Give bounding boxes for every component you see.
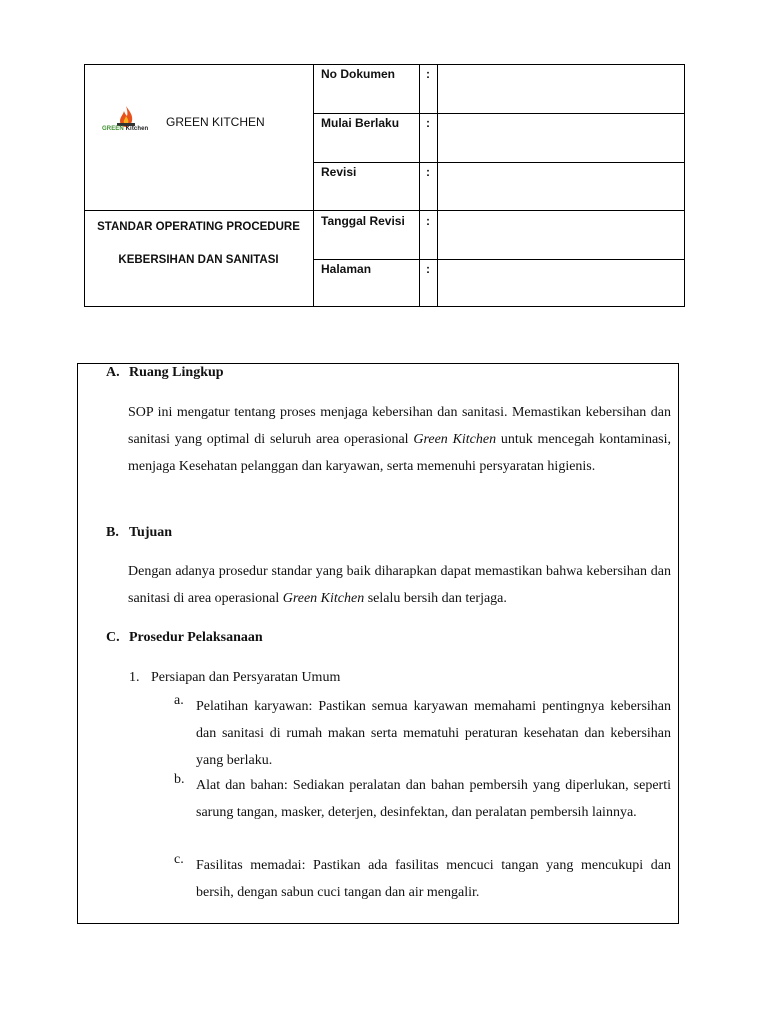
company-name: GREEN KITCHEN bbox=[166, 115, 265, 129]
section-b-text-2: selalu bersih dan terjaga. bbox=[364, 591, 507, 606]
meta-label-revisi: Revisi bbox=[321, 165, 357, 179]
meta-label-halaman: Halaman bbox=[321, 262, 372, 276]
section-a-text-2: untuk mencegah kontaminasi, menjaga Kesehatan pelanggan dan karyawan, serta memenuhi persyaratan higienis. bbox=[128, 432, 672, 474]
meta-label-tanggal-revisi: Tanggal Revisi bbox=[321, 214, 405, 228]
section-a-marker: A. bbox=[106, 365, 120, 380]
list-item-1-title: Persiapan dan Persyaratan Umum bbox=[151, 670, 341, 685]
section-a-text-1: SOP ini mengatur tentang proses menjaga kebersihan dan sanitasi. Memastikan kebersihan dan sanitasi yang optimal di seluruh area operasional bbox=[128, 405, 671, 447]
column-divider bbox=[419, 65, 420, 306]
section-b-emphasis: Green Kitchen bbox=[282, 591, 365, 606]
sub-item-a-marker: a. bbox=[174, 693, 184, 708]
sub-item-b-text: Alat dan bahan: Sediakan peralatan dan bahan pembersih yang diperlukan, seperti sarung tangan, masker, deterjen, desinfektan, dan peralatan pembersih lainnya. bbox=[196, 778, 671, 820]
meta-label-mulai-berlaku: Mulai Berlaku bbox=[321, 116, 400, 130]
section-b-paragraph bbox=[128, 558, 671, 612]
section-a-title: Ruang Lingkup bbox=[129, 365, 224, 380]
sub-item-b-marker: b. bbox=[174, 772, 185, 787]
row-divider bbox=[313, 113, 684, 114]
column-divider bbox=[437, 65, 438, 306]
meta-colon: : bbox=[426, 67, 430, 81]
company-logo bbox=[102, 104, 154, 136]
logo-text-green: GREEN bbox=[102, 126, 124, 132]
sub-item-a-text: Pelatihan karyawan: Pastikan semua karyawan memahami pentingnya kebersihan dan sanitasi di rumah makan serta mematuhi peraturan kesehatan dan kebersihan yang berlaku. bbox=[196, 699, 671, 768]
section-b-text-1: Dengan adanya prosedur standar yang baik diharapkan dapat memastikan bahwa kebersihan dan sanitasi di area operasional bbox=[128, 564, 671, 606]
meta-colon: : bbox=[426, 116, 430, 130]
section-b-marker: B. bbox=[106, 525, 119, 540]
document-header-table bbox=[84, 64, 685, 307]
meta-label-no-dokumen: No Dokumen bbox=[321, 67, 396, 81]
sop-subtitle: KEBERSIHAN DAN SANITASI bbox=[118, 254, 279, 266]
section-a-paragraph bbox=[128, 399, 671, 480]
row-divider bbox=[85, 210, 684, 211]
meta-colon: : bbox=[426, 214, 430, 228]
section-b-title: Tujuan bbox=[129, 525, 173, 540]
column-divider bbox=[313, 65, 314, 306]
row-divider bbox=[313, 162, 684, 163]
list-item-1-marker: 1. bbox=[129, 670, 140, 685]
meta-colon: : bbox=[426, 262, 430, 276]
row-divider bbox=[313, 259, 684, 260]
sub-item-c-text: Fasilitas memadai: Pastikan ada fasilitas mencuci tangan yang mencukupi dan bersih, dengan sabun cuci tangan dan air mengalir. bbox=[196, 858, 671, 900]
logo-text-kitchen: Kitchen bbox=[125, 126, 149, 132]
section-a-emphasis: Green Kitchen bbox=[413, 432, 497, 447]
meta-colon: : bbox=[426, 165, 430, 179]
sop-title: STANDAR OPERATING PROCEDURE bbox=[97, 221, 300, 233]
sub-item-c-marker: c. bbox=[174, 852, 184, 867]
section-c-marker: C. bbox=[106, 630, 120, 645]
section-c-title: Prosedur Pelaksanaan bbox=[129, 630, 263, 645]
